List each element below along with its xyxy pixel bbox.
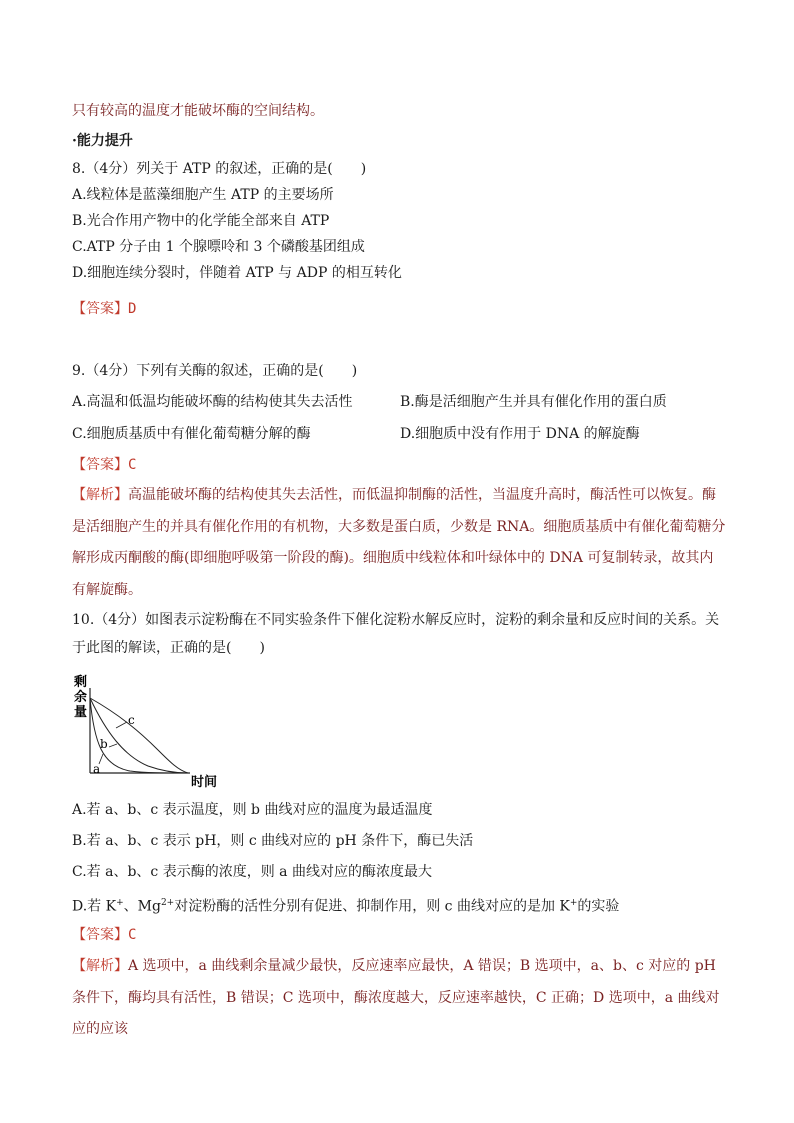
curve-label-b: b bbox=[100, 737, 108, 751]
answer-label: 【答案】 bbox=[72, 927, 128, 943]
explanation-text: A 选项中，a 曲线剩余量减少最快，反应速率应最快，A 错误；B 选项中，a、b、c 对应的 pH 条件下，酶均具有活性，B 错误；C 选项中，酶浓度越大，反应速率越快，C 正确；D 选项中，a 曲线对应的应该 bbox=[72, 958, 720, 1037]
explanation-text: 高温能破坏酶的结构使其失去活性，而低温抑制酶的活性，当温度升高时，酶活性可以恢复。酶是活细胞产生的并具有催化作用的有机物，大多数是蛋白质，少数是 RNA。细胞质基质中有催化葡萄糖分解形成丙酮酸的酶(即细胞呼吸第一阶段的酶)。细胞质中线粒体和叶绿体中的 DNA 可复制转录，故其内有解旋酶。 bbox=[72, 487, 726, 598]
leader-b bbox=[109, 744, 117, 747]
q9-option-c: C.细胞质基质中有催化葡萄糖分解的酶 bbox=[72, 426, 311, 442]
answer-value: D bbox=[128, 301, 137, 317]
curve-label-c: c bbox=[128, 713, 135, 727]
q8-option-a: A.线粒体是蓝藻细胞产生 ATP 的主要场所 bbox=[72, 187, 334, 203]
q10-explanation bbox=[72, 951, 727, 1046]
q10-stem: 10.（4分）如图表示淀粉酶在不同实验条件下催化淀粉水解反应时，淀粉的剩余量和反应时间的关系。关于此图的解读，正确的是( ) bbox=[72, 612, 720, 656]
q10-chart bbox=[70, 670, 230, 792]
leader-c bbox=[116, 722, 127, 728]
option-d-prefix: D.若 K bbox=[72, 898, 117, 915]
option-d-mid1: 、Mg bbox=[123, 898, 161, 915]
q9-option-d: D.细胞质中没有作用于 DNA 的解旋酶 bbox=[400, 426, 640, 442]
mg-superscript: 2+ bbox=[160, 898, 175, 908]
q9-option-b: B.酶是活细胞产生并具有催化作用的蛋白质 bbox=[400, 394, 667, 410]
answer-label: 【答案】 bbox=[72, 301, 128, 317]
k-superscript: + bbox=[116, 898, 124, 908]
x-axis-label: 时间 bbox=[191, 775, 218, 790]
explanation-label: 【解析】 bbox=[72, 487, 128, 503]
option-d-suffix: 的实验 bbox=[577, 898, 620, 915]
q8-stem: 8.（4分）列关于 ATP 的叙述，正确的是( ) bbox=[72, 161, 367, 177]
answer-value: C bbox=[128, 927, 137, 943]
q10-option-a: A.若 a、b、c 表示温度，则 b 曲线对应的温度为最适温度 bbox=[72, 802, 433, 818]
q9-explanation bbox=[72, 480, 727, 606]
curve-label-a: a bbox=[93, 762, 101, 776]
continuation-text: 只有较高的温度才能破坏酶的空间结构。 bbox=[72, 103, 324, 119]
q8-option-c: C.ATP 分子由 1 个腺嘌呤和 3 个磷酸基团组成 bbox=[72, 239, 365, 255]
q9-option-a: A.高温和低温均能破坏酶的结构使其失去活性 bbox=[72, 394, 353, 410]
q10-option-d bbox=[72, 894, 619, 916]
option-d-mid2: 对淀粉酶的活性分别有促进、抑制作用，则 c 曲线对应的是加 K bbox=[174, 898, 570, 915]
answer-label: 【答案】 bbox=[72, 457, 128, 473]
y-axis-label-char-2: 余 bbox=[74, 690, 88, 705]
curve-b bbox=[90, 698, 188, 773]
q10-option-c: C.若 a、b、c 表示酶的浓度，则 a 曲线对应的酶浓度最大 bbox=[72, 864, 432, 880]
explanation-label: 【解析】 bbox=[72, 958, 128, 974]
y-axis-label-char-1: 剩 bbox=[74, 675, 88, 690]
q9-answer bbox=[72, 456, 136, 474]
q8-option-d: D.细胞连续分裂时，伴随着 ATP 与 ADP 的相互转化 bbox=[72, 265, 402, 281]
q9-stem: 9.（4分）下列有关酶的叙述，正确的是( ) bbox=[72, 363, 358, 379]
q10-answer bbox=[72, 926, 136, 944]
k2-superscript: + bbox=[569, 898, 578, 908]
section-title: ·能力提升 bbox=[72, 133, 133, 149]
q8-option-b: B.光合作用产物中的化学能全部来自 ATP bbox=[72, 213, 330, 229]
q8-answer bbox=[72, 300, 136, 318]
answer-value: C bbox=[128, 457, 137, 473]
y-axis-label-char-3: 量 bbox=[74, 705, 88, 720]
q10-option-b: B.若 a、b、c 表示 pH，则 c 曲线对应的 pH 条件下，酶已失活 bbox=[72, 833, 474, 849]
